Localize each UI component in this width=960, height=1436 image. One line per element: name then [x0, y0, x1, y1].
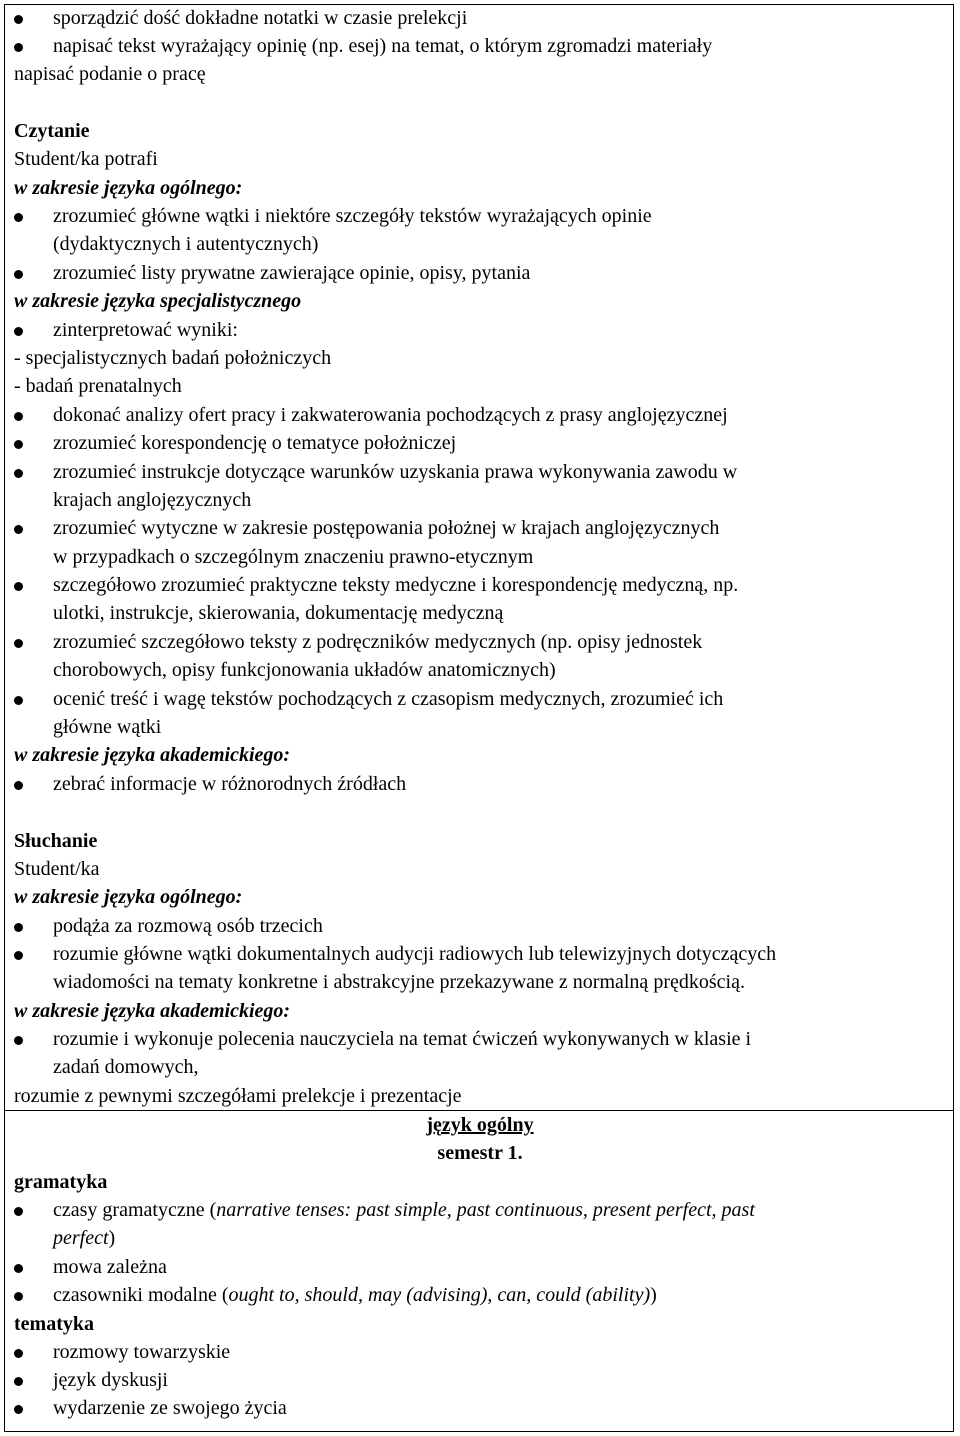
- bullet-icon: [14, 327, 23, 336]
- list-item: - badań prenatalnych: [14, 375, 182, 397]
- subject-line: Student/ka potrafi: [14, 148, 158, 170]
- section-heading-listening: Słuchanie: [14, 830, 98, 852]
- section-heading-reading: Czytanie: [14, 120, 90, 142]
- list-item: zadań domowych,: [53, 1056, 199, 1078]
- list-item: zrozumieć wytyczne w zakresie postępowania położnej w krajach anglojęzycznych: [53, 517, 720, 539]
- bullet-icon: [14, 412, 23, 421]
- list-item: zrozumieć listy prywatne zawierające opinie, opisy, pytania: [53, 262, 531, 284]
- bullet-icon: [14, 696, 23, 705]
- list-item: napisać podanie o pracę: [14, 63, 206, 85]
- bullet-icon: [14, 213, 23, 222]
- subsection-label: w zakresie języka akademickiego:: [14, 744, 291, 766]
- topics-heading: tematyka: [14, 1313, 94, 1335]
- subsection-label: w zakresie języka akademickiego:: [14, 1000, 291, 1022]
- bullet-icon: [14, 1264, 23, 1273]
- list-item: czasowniki modalne (ought to, should, may (advising), can, could (ability)): [53, 1284, 657, 1306]
- list-item: perfect): [53, 1227, 116, 1249]
- semester-label: semestr 1.: [437, 1142, 523, 1164]
- list-item: rozumie główne wątki dokumentalnych audycji radiowych lub telewizyjnych dotyczących: [53, 943, 777, 965]
- bullet-icon: [14, 525, 23, 534]
- list-item: napisać tekst wyrażający opinię (np. esej) na temat, o którym zgromadzi materiały: [53, 35, 713, 57]
- list-item: główne wątki: [53, 716, 162, 738]
- bullet-icon: [14, 1377, 23, 1386]
- bullet-icon: [14, 1292, 23, 1301]
- list-item: język dyskusji: [53, 1369, 168, 1391]
- subject-line: Student/ka: [14, 858, 100, 880]
- subsection-label: w zakresie języka ogólnego:: [14, 886, 243, 908]
- list-item: sporządzić dość dokładne notatki w czasie prelekcji: [53, 7, 468, 29]
- bullet-icon: [14, 951, 23, 960]
- section-title: język ogólny: [426, 1114, 534, 1136]
- list-item: czasy gramatyczne (narrative tenses: past simple, past continuous, present perfect, past: [53, 1199, 755, 1221]
- list-item: zrozumieć główne wątki i niektóre szczegóły tekstów wyrażających opinie: [53, 205, 652, 227]
- bullet-icon: [14, 1405, 23, 1414]
- subsection-label: w zakresie języka ogólnego:: [14, 177, 243, 199]
- list-item: mowa zależna: [53, 1256, 167, 1278]
- list-item: wydarzenie ze swojego życia: [53, 1397, 287, 1419]
- list-item: zinterpretować wyniki:: [53, 319, 238, 341]
- list-item: krajach anglojęzycznych: [53, 489, 252, 511]
- bullet-icon: [14, 270, 23, 279]
- subsection-label: w zakresie języka specjalistycznego: [14, 290, 302, 312]
- list-item: szczegółowo zrozumieć praktyczne teksty medyczne i korespondencję medyczną, np.: [53, 574, 739, 596]
- list-item: w przypadkach o szczególnym znaczeniu prawno-etycznym: [53, 546, 534, 568]
- bullet-icon: [14, 639, 23, 648]
- list-item: zrozumieć korespondencję o tematyce położniczej: [53, 432, 457, 454]
- closing-line: rozumie z pewnymi szczegółami prelekcje i prezentacje: [14, 1085, 462, 1107]
- bullet-icon: [14, 469, 23, 478]
- bullet-icon: [14, 43, 23, 52]
- list-item: wiadomości na tematy konkretne i abstrakcyjne przekazywane z normalną prędkością.: [53, 971, 745, 993]
- list-item: ulotki, instrukcje, skierowania, dokumentację medyczną: [53, 602, 504, 624]
- list-item: dokonać analizy ofert pracy i zakwaterowania pochodzących z prasy anglojęzycznej: [53, 404, 728, 426]
- bullet-icon: [14, 1036, 23, 1045]
- bullet-icon: [14, 15, 23, 24]
- list-item: rozumie i wykonuje polecenia nauczyciela na temat ćwiczeń wykonywanych w klasie i: [53, 1028, 752, 1050]
- list-item: rozmowy towarzyskie: [53, 1341, 231, 1363]
- list-item: - specjalistycznych badań położniczych: [14, 347, 332, 369]
- bullet-icon: [14, 440, 23, 449]
- bullet-icon: [14, 1349, 23, 1358]
- list-item: zrozumieć szczegółowo teksty z podręczników medycznych (np. opisy jednostek: [53, 631, 703, 653]
- bullet-icon: [14, 1207, 23, 1216]
- bullet-icon: [14, 582, 23, 591]
- list-item: (dydaktycznych i autentycznych): [53, 233, 319, 255]
- list-item: zrozumieć instrukcje dotyczące warunków uzyskania prawa wykonywania zawodu w: [53, 461, 738, 483]
- bullet-icon: [14, 781, 23, 790]
- list-item: zebrać informacje w różnorodnych źródłach: [53, 773, 407, 795]
- list-item: ocenić treść i wagę tekstów pochodzących z czasopism medycznych, zrozumieć ich: [53, 688, 724, 710]
- list-item: podąża za rozmową osób trzecich: [53, 915, 323, 937]
- bullet-icon: [14, 923, 23, 932]
- list-item: chorobowych, opisy funkcjonowania układów anatomicznych): [53, 659, 556, 681]
- grammar-heading: gramatyka: [14, 1171, 108, 1193]
